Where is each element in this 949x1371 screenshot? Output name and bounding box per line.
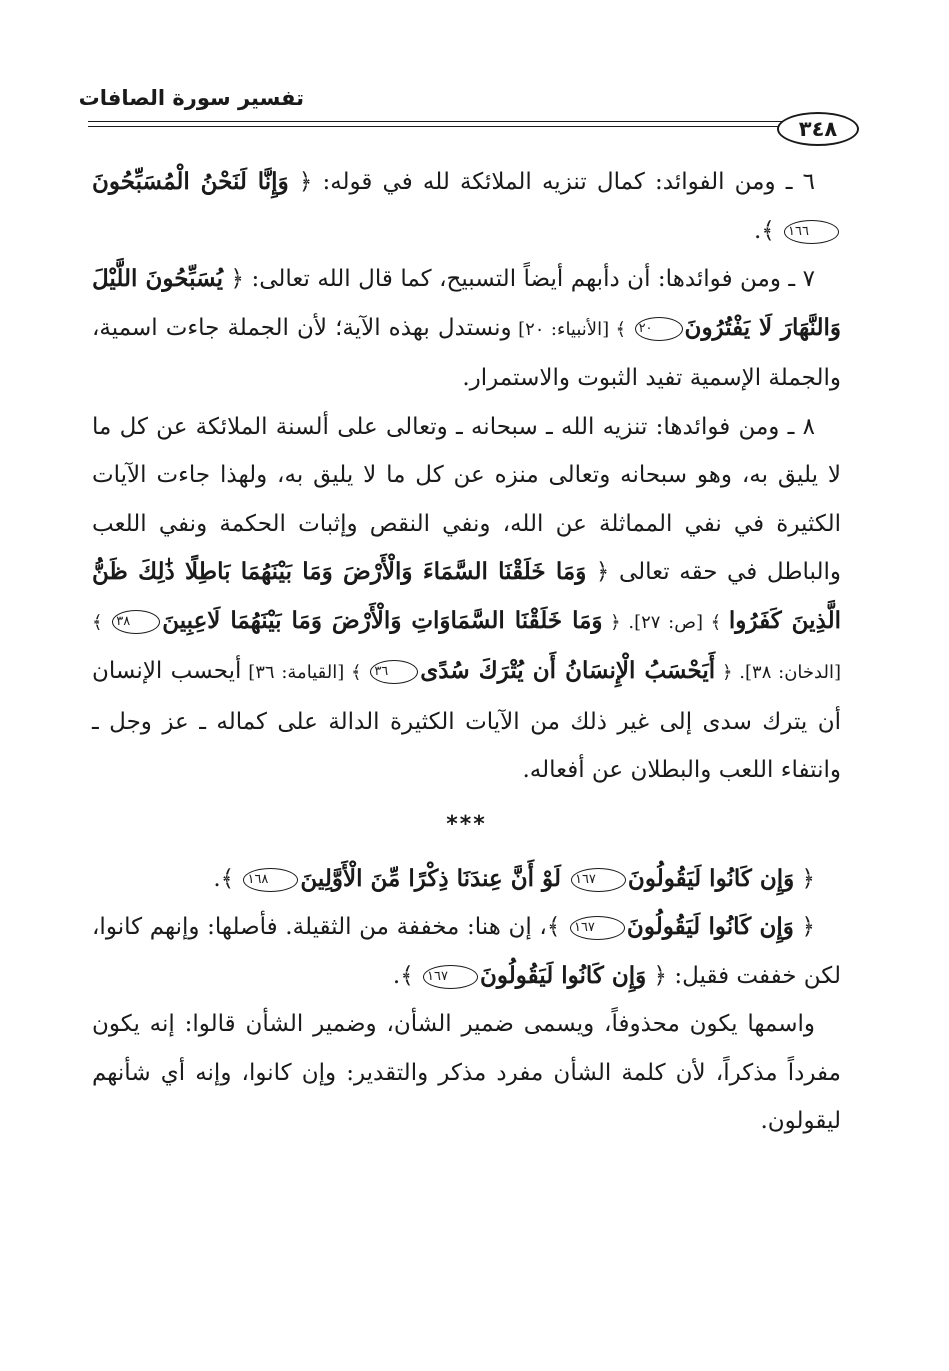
- paragraph-6: [92, 158, 841, 255]
- ayah-number-badge: ٣٦: [370, 660, 418, 684]
- ayah-number-badge: ١٦٨: [243, 868, 298, 892]
- quran-verse: أَيَحْسَبُ الْإِنسَانُ أَن يُتْرَكَ سُدًى: [420, 657, 716, 684]
- paragraph-verse-explanation: [92, 903, 841, 1000]
- ayah-number-badge: ١٦٧: [571, 868, 626, 892]
- running-title: تفسير سورة الصافات: [78, 86, 304, 110]
- ayah-number-badge: ١٦٦: [784, 220, 839, 244]
- text-run: ﴾.: [213, 865, 242, 892]
- quran-verse: وَإِنَّا لَنَحْنُ الْمُسَبِّحُونَ: [92, 168, 289, 195]
- surah-reference: ﴾ [الدخان: ٣٨]. ﴿: [92, 611, 841, 683]
- header-rule-thin: [88, 126, 828, 127]
- text-run: أيحسب الإنسان أن يترك سدى إلى غير ذلك من الآيات الكثيرة الدالة على كماله ـ عز وجل ـ وانتفاء اللعب والبطلان عن أفعاله.: [92, 658, 841, 783]
- verse-heading: [92, 855, 841, 904]
- ayah-number-badge: ٣٨: [112, 610, 160, 634]
- paragraph-8: [92, 403, 841, 795]
- quran-verse: وَمَا خَلَقْنَا السَّمَاءَ وَالْأَرْضَ وَمَا بَيْنَهُمَا بَاطِلًا ذَٰلِكَ ظَنُّ الَّذِينَ كَفَرُوا: [92, 558, 841, 634]
- text-run: ﴾.: [753, 217, 783, 244]
- quran-verse: يُسَبِّحُونَ اللَّيْلَ وَالنَّهَارَ لَا يَفْتُرُونَ: [92, 265, 841, 341]
- quran-verse: وَإِن كَانُوا لَيَقُولُونَ: [627, 864, 795, 892]
- ayah-number-badge: ١٦٧: [423, 965, 478, 989]
- text-run: ﴾، إن هنا: مخففة من الثقيلة. فأصلها: وإنهم كانوا، لكن خففت فقيل: ﴿: [92, 914, 841, 989]
- text-run: ٦ ـ ومن الفوائد: كمال تنزيه الملائكة لله في قوله: ﴿: [288, 169, 815, 195]
- section-separator: ***: [446, 811, 487, 837]
- surah-reference: ﴾ [القيامة: ٣٦]: [241, 662, 369, 683]
- page-number: ٣٤٨: [777, 112, 859, 146]
- surah-reference: ﴾ [الأنبياء: ٢٠]: [511, 318, 633, 340]
- text-run: ﴾.: [392, 962, 422, 989]
- quran-verse: وَمَا خَلَقْنَا السَّمَاوَاتِ وَالْأَرْضَ وَمَا بَيْنَهُمَا لَاعِبِينَ: [162, 606, 603, 634]
- paragraph-7: [92, 255, 841, 403]
- quran-verse: وَإِن كَانُوا لَيَقُولُونَ: [479, 961, 647, 989]
- text-run: ﴿: [793, 914, 815, 940]
- paragraph-grammar: واسمها يكون محذوفاً، ويسمى ضمير الشأن، وضمير الشأن قالوا: إنه يكون مفرداً مذكراً، لأن كلمة الشأن مفرد مذكر والتقدير: وإن كانوا، وإنه أي شأنهم ليقولون.: [92, 1011, 841, 1134]
- quran-verse: لَوْ أَنَّ عِندَنَا ذِكْرًا مِّنَ الْأَوَّلِينَ: [300, 864, 569, 892]
- ayah-number-badge: ٢٠: [635, 317, 683, 341]
- quran-verse: وَإِن كَانُوا لَيَقُولُونَ: [626, 913, 794, 940]
- header-rule: [88, 121, 828, 122]
- surah-reference: ﴾ [ص: ٢٧]. ﴿: [602, 611, 729, 633]
- body-text: [92, 158, 841, 1146]
- text-run: ﴿: [794, 865, 815, 892]
- text-run: ٨ ـ ومن فوائدها: تنزيه الله ـ سبحانه ـ وتعالى على ألسنة الملائكة عن كل ما لا يليق به، وهو سبحانه وتعالى منزه عن كل ما لا يليق به، ولهذا جاءت الآيات الكثيرة في نفي المماثلة عن الله، ونفي النقص وإثبات الحكمة ونفي اللعب والباطل في حقه تعالى ﴿: [92, 413, 842, 585]
- text-run: ونستدل بهذه الآية؛ لأن الجملة جاءت اسمية، والجملة الإسمية تفيد الثبوت والاستمرار.: [92, 314, 841, 391]
- ayah-number-badge: ١٦٧: [570, 916, 625, 940]
- text-run: ٧ ـ ومن فوائدها: أن دأبهم أيضاً التسبيح، كما قال الله تعالى: ﴿: [223, 266, 816, 292]
